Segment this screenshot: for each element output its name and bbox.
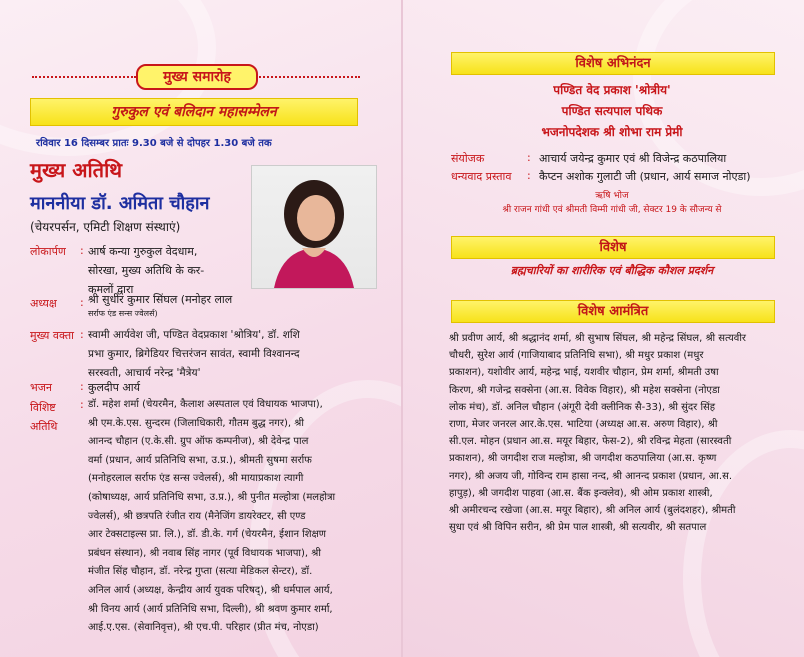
- line: डॉ. महेश शर्मा (चेयरमैन, कैलाश अस्पताल एवं विधायक भाजपा),: [88, 399, 323, 410]
- colon: :: [527, 169, 531, 182]
- row-text-lokarpan: [88, 242, 204, 299]
- colon: :: [80, 244, 84, 257]
- line: आर टेक्सटाइल्स प्रा. लि.), डॉ. डी.के. गर्ग (चेयरमैन, ईशान शिक्षण: [88, 529, 326, 541]
- line: सर्राफ एंड सन्स ज्वेलर्स): [88, 309, 158, 318]
- line: श्री विनय आर्य (आर्य प्रतिनिधि सभा, दिल्ली), श्री श्रवण कुमार शर्मा,: [88, 603, 333, 615]
- list-item: सुधा एवं श्री विपिन सरीन, श्री प्रेम पाल शास्त्री, श्री सत्यवीर, श्री सतपाल: [449, 522, 707, 534]
- line: श्री एम.के.एस. सुन्दरम (जिलाधिकारी, गौतम बुद्ध नगर), श्री: [88, 417, 304, 429]
- portrait-icon: [252, 166, 376, 288]
- row-text-bhajan: कुलदीप आर्य: [88, 381, 140, 394]
- line: वर्मा (प्रधान, आर्य प्रतिनिधि सभा, उ.प्र.), श्रीमती सुषमा सर्राफ: [88, 454, 312, 466]
- honoree: पण्डित वेद प्रकाश 'श्रोत्रीय': [553, 83, 671, 97]
- colon: :: [80, 296, 84, 309]
- row-text-adhyaksh: [88, 293, 232, 321]
- row-label-bhajan: भजन: [30, 381, 52, 394]
- divider: [32, 76, 136, 78]
- guest-title: (चेयरपर्सन, एमिटी शिक्षण संस्थाएं): [30, 220, 181, 234]
- aamantrit-banner: [451, 300, 775, 323]
- abhinandan-banner-text: विशेष अभिनंदन: [575, 56, 651, 71]
- invitee-list: [449, 330, 789, 536]
- rishi-bhoj: ऋषि भोज: [595, 191, 629, 201]
- section-tag-text: मुख्य समारोह: [163, 69, 231, 85]
- vishesh-banner: [451, 236, 775, 259]
- row-label-sanyojak: संयोजक: [451, 152, 485, 165]
- row-label-vakta: मुख्य वक्ता: [30, 329, 75, 342]
- honoree: भजनोपदेशक श्री शोभा राम प्रेमी: [541, 125, 683, 139]
- line: आई.ए.एस. (सेवानिवृत्त), श्री एच.पी. परिहार (प्रीत मंच, नोएडा): [88, 622, 319, 634]
- abhinandan-banner: [451, 52, 775, 75]
- list-item: श्री अमीरचन्द रखेजा (आ.स. मयूर बिहार), श्री अनिल आर्य (बुलंदशहर), श्रीमती: [449, 505, 736, 517]
- row-text-sanyojak: आचार्य जयेन्द्र कुमार एवं श्री विजेन्द्र कठपालिया: [539, 152, 727, 165]
- list-item: हापुड़), श्री जगदीश पाहवा (आ.स. बैंक इन्क्लेव), श्री ओम प्रकाश शास्त्री,: [449, 487, 713, 499]
- row-label-adhyaksh: अध्यक्ष: [30, 297, 57, 310]
- line: आर्ष कन्या गुरुकुल वेदधाम,: [88, 245, 198, 258]
- honorees: [451, 80, 773, 143]
- list-item: किरण, श्री गजेन्द्र सक्सेना (आ.स. विवेक विहार), श्री महेश सक्सेना (नोएडा: [449, 384, 720, 396]
- line: ज्वेलर्स), श्री छत्रपति रंजीत राय (मैनेजिंग डायरेक्टर, सी एण्ड: [88, 510, 306, 522]
- line: आनन्द चौहान (ए.के.सी. ग्रुप ऑफ कम्पनीज), श्री देवेन्द्र पाल: [88, 436, 309, 448]
- guest-name: माननीया डॉ. अमिता चौहान: [30, 193, 210, 214]
- line: अनिल आर्य (अध्यक्ष, केन्द्रीय आर्य युवक परिषद्), श्री धर्मपाल आर्य,: [88, 584, 333, 596]
- date-line: रविवार 16 दिसम्बर प्रातः 9.30 बजे से दोपहर 1.30 बजे तक: [36, 138, 272, 149]
- list-item: प्रकाशन), श्री जगदीश राज मल्होत्रा, श्री जगदीश कठपालिया (आ.स. कृष्ण: [449, 453, 717, 465]
- list-item: श्री प्रवीण आर्य, श्री श्रद्धानंद शर्मा, श्री सुभाष सिंघल, श्री महेन्द्र सिंघल, श्री सत्यवीर: [449, 333, 746, 344]
- conference-banner-text: गुरुकुल एवं बलिदान महासम्मेलन: [111, 104, 277, 120]
- line: (मनोहरलाल सर्राफ एंड सन्स ज्वेलर्स), श्री मायाप्रकाश त्यागी: [88, 473, 304, 485]
- conference-banner: [30, 98, 358, 126]
- divider: [256, 76, 360, 78]
- line: स्वामी आर्यवेश जी, पण्डित वेदप्रकाश 'श्रोत्रिय', डॉ. शशि: [88, 329, 300, 341]
- list-item: राणा, मेजर जनरल आर.के.एस. भाटिया (अध्यक्ष आ.स. अरुण विहार), श्री: [449, 419, 718, 431]
- section-tag: [136, 64, 258, 90]
- row-text-dhanyavad: कैप्टन अशोक गुलाटी जी (प्रधान, आर्य समाज नोएडा): [539, 170, 751, 183]
- colon: :: [80, 380, 84, 393]
- colon: :: [80, 398, 84, 411]
- list-item: लोक मंच), डॉ. अनिल चौहान (अंगूरी देवी क्लीनिक सै-33), श्री सुंदर सिंह: [449, 401, 716, 413]
- row-text-vakta: [88, 326, 300, 383]
- line: प्रबंधन संस्थान), श्री नवाब सिंह नागर (पूर्व विधायक भाजपा), श्री: [88, 547, 321, 559]
- chief-guest-heading: मुख्य अतिथि: [30, 158, 123, 182]
- list-item: सी.एल. मोहन (प्रधान आ.स. मयूर बिहार, फेस-2), श्री रविन्द्र मेहता (सारस्वती: [449, 436, 732, 448]
- sponsor-line: श्री राजन गांधी एवं श्रीमती विम्मी गांधी जी, सेक्टर 19 के सौजन्य से: [502, 205, 722, 215]
- special-line: ब्रह्मचारियों का शारीरिक एवं बौद्धिक कौशल प्रदर्शन: [510, 264, 714, 277]
- row-text-vishisht: [88, 396, 335, 638]
- line: कमलों द्वारा: [88, 283, 134, 296]
- line: सरस्वती, आचार्य नरेन्द्र 'मैत्रेय': [88, 367, 201, 379]
- vishesh-banner-text: विशेष: [599, 240, 627, 255]
- row-label-vishisht: विशिष्ट अतिथि: [30, 401, 58, 433]
- line: (कोषाध्यक्ष, आर्य प्रतिनिधि सभा, उ.प्र.), श्री पुनीत मल्होत्रा (मलहोत्रा: [88, 491, 336, 503]
- row-label-lokarpan: लोकार्पण: [30, 245, 66, 258]
- portrait-photo: [251, 165, 377, 289]
- list-item: नगर), श्री अजय जी, गोविन्द राम हासा नन्द, श्री आनन्द प्रकाश (प्रधान, आ.स.: [449, 470, 733, 482]
- honoree: पण्डित सत्यपाल पथिक: [561, 104, 663, 118]
- row-label-dhanyavad: धन्यवाद प्रस्ताव: [451, 170, 512, 183]
- right-panel: [403, 0, 804, 657]
- list-item: चौधरी, सुरेश आर्य (गाजियाबाद प्रतिनिधि सभा), श्री मधुर प्रकाश (मधुर: [449, 350, 704, 362]
- line: प्रभा कुमार, ब्रिगेडियर चित्तरंजन सावंत, स्वामी विश्वानन्द: [88, 348, 300, 360]
- list-item: प्रकाशन), यशोवीर आर्य, महेन्द्र भाई, यशवीर चौहान, प्रेम शर्मा, श्रीमती उषा: [449, 367, 719, 379]
- aamantrit-banner-text: विशेष आमंत्रित: [577, 304, 649, 319]
- line: मंजीत सिंह चौहान, डॉ. नरेन्द्र गुप्ता (सत्या मेडिकल सेन्टर), डॉ.: [88, 566, 313, 578]
- line: सोरखा, मुख्य अतिथि के कर-: [88, 264, 205, 277]
- line: श्री सुधीर कुमार सिंघल (मनोहर लाल: [88, 293, 233, 306]
- colon: :: [527, 151, 531, 164]
- colon: :: [80, 328, 84, 341]
